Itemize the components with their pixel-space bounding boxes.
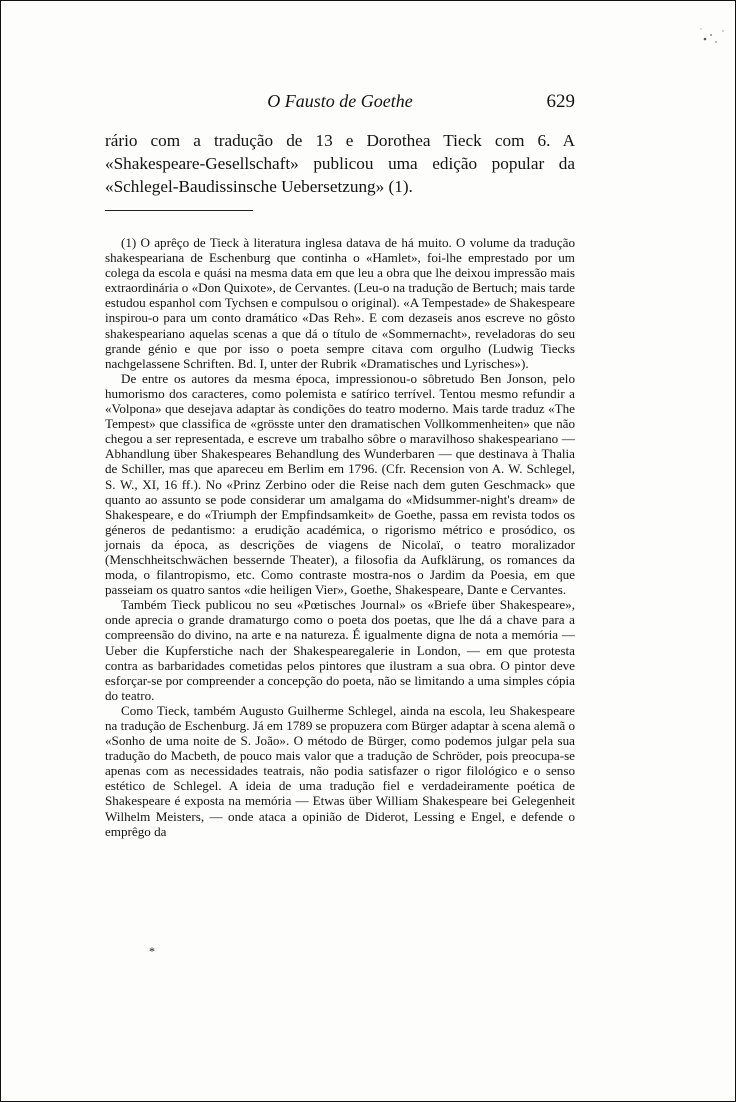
page-header (105, 91, 575, 115)
footnote-rule (105, 210, 253, 211)
footnote-paragraph: Também Tieck publicou no seu «Pœtisches Journal» os «Briefe über Shakespeare», onde aprecia o grande dramaturgo como o poeta dos poetas, que lhe dá a chave para a compreensão do divino, na arte e na natureza. É igualmente digna de nota a memória — Ueber die Kupferstiche nach der Shakespearegalerie in London, — em que protesta contra as barbaridades cometidas pelos pintores que ilustram a sua obra. O pintor deve esforçar-se por compreender a concepção do poeta, não se limitando a uma simples cópia do teatro. (105, 597, 575, 703)
running-title: O Fausto de Goethe (267, 91, 413, 111)
footnote-paragraph: (1) O aprêço de Tieck à literatura inglesa datava de há muito. O volume da tradução shakespeariana de Eschenburg que continha o «Hamlet», foi-lhe emprestado por um colega da escola e quási na mesma data em que leu a obra que lhe deixou impressão mais extraordinária o «Don Quixote», de Cervantes. (Leu-o na tradução de Bertuch; mais tarde estudou espanhol com Tychsen e compulsou o original). «A Tempestade» de Shakespeare inspirou-o para um conto dramático «Das Reh». E com dezaseis anos escreve no gôsto shakespeariano aquelas scenas a que dá o título de «Sommernacht», reveladoras do seu grande génio e que por isso o poeta sempre citava com orgulho (Ludwig Tiecks nachgelassene Schriften. Bd. I, unter der Rubrik «Dramatisches und Lyrisches»). (105, 235, 575, 371)
print-specks (645, 1, 735, 61)
signature-mark: * (149, 944, 155, 958)
footnote (105, 235, 575, 839)
body-text: rário com a tradução de 13 e Dorothea Tieck com 6. A «Shakespeare-Gesellschaft» publicou uma edição popular da «Schlegel-Baudissinsche Uebersetzung» (1). (105, 131, 575, 196)
page-number: 629 (546, 91, 575, 112)
footnote-paragraph: Como Tieck, também Augusto Guilherme Schlegel, ainda na escola, leu Shakespeare na tradução de Eschenburg. Já em 1789 se propuzera com Bürger adaptar à scena alemã o «Sonho de uma noite de S. João». O método de Bürger, como podemos julgar pela sua tradução do Macbeth, de pouco mais valor que a tradução de Schröder, pois preocupa-se apenas com as necessidades teatrais, não podia satisfazer o rigor filológico e o senso estético de Schlegel. A ideia de uma tradução fiel e verdadeiramente poética de Shakespeare é exposta na memória — Etwas über William Shakespeare bei Gelegenheit Wilhelm Meisters, — onde ataca a opinião de Diderot, Lessing e Engel, e defende o emprêgo da (105, 702, 575, 839)
footnote-paragraph: De entre os autores da mesma época, impressionou-o sôbretudo Ben Jonson, pelo humorismo dos caracteres, como polemista e satírico terrível. Tentou mesmo refundir a «Volpona» que desejava adaptar às condições do teatro moderno. Mais tarde traduz «The Tempest» que classifica de «grösste unter den dramatischen Vollkommenheiten» que não chegou a ser representada, e escreve um trabalho sôbre o maravilhoso shakespeariano — Abhandlung über Shakespeares Behandlung des Wunderbaren — que destinava à Thalia de Schiller, mas que apareceu em Berlim em 1796. (Cfr. Recension von A. W. Schlegel, S. W., XI, 16 ff.). No «Prinz Zerbino oder die Reise nach dem guten Geschmack» que quanto ao assunto se pode considerar um amalgama do «Midsummer-night's dream» de Shakespeare, e do «Triumph der Empfindsamkeit» de Goethe, passa em revista todos os géneros de pedantismo: a erudição académica, o rigorismo métrico e prosódico, os jornais da época, as descrições de viagens de Nicolaï, o teatro moralizador (Menschheitschwächen bessernde Theater), a filosofia da Aufklärung, os romances da moda, o filantropismo, etc. Como contraste mostra-nos o Jardim da Poesia, em que passeiam os quatro santos «die heiligen Vier», Goethe, Shakespeare, Dante e Cervantes. (105, 370, 575, 598)
